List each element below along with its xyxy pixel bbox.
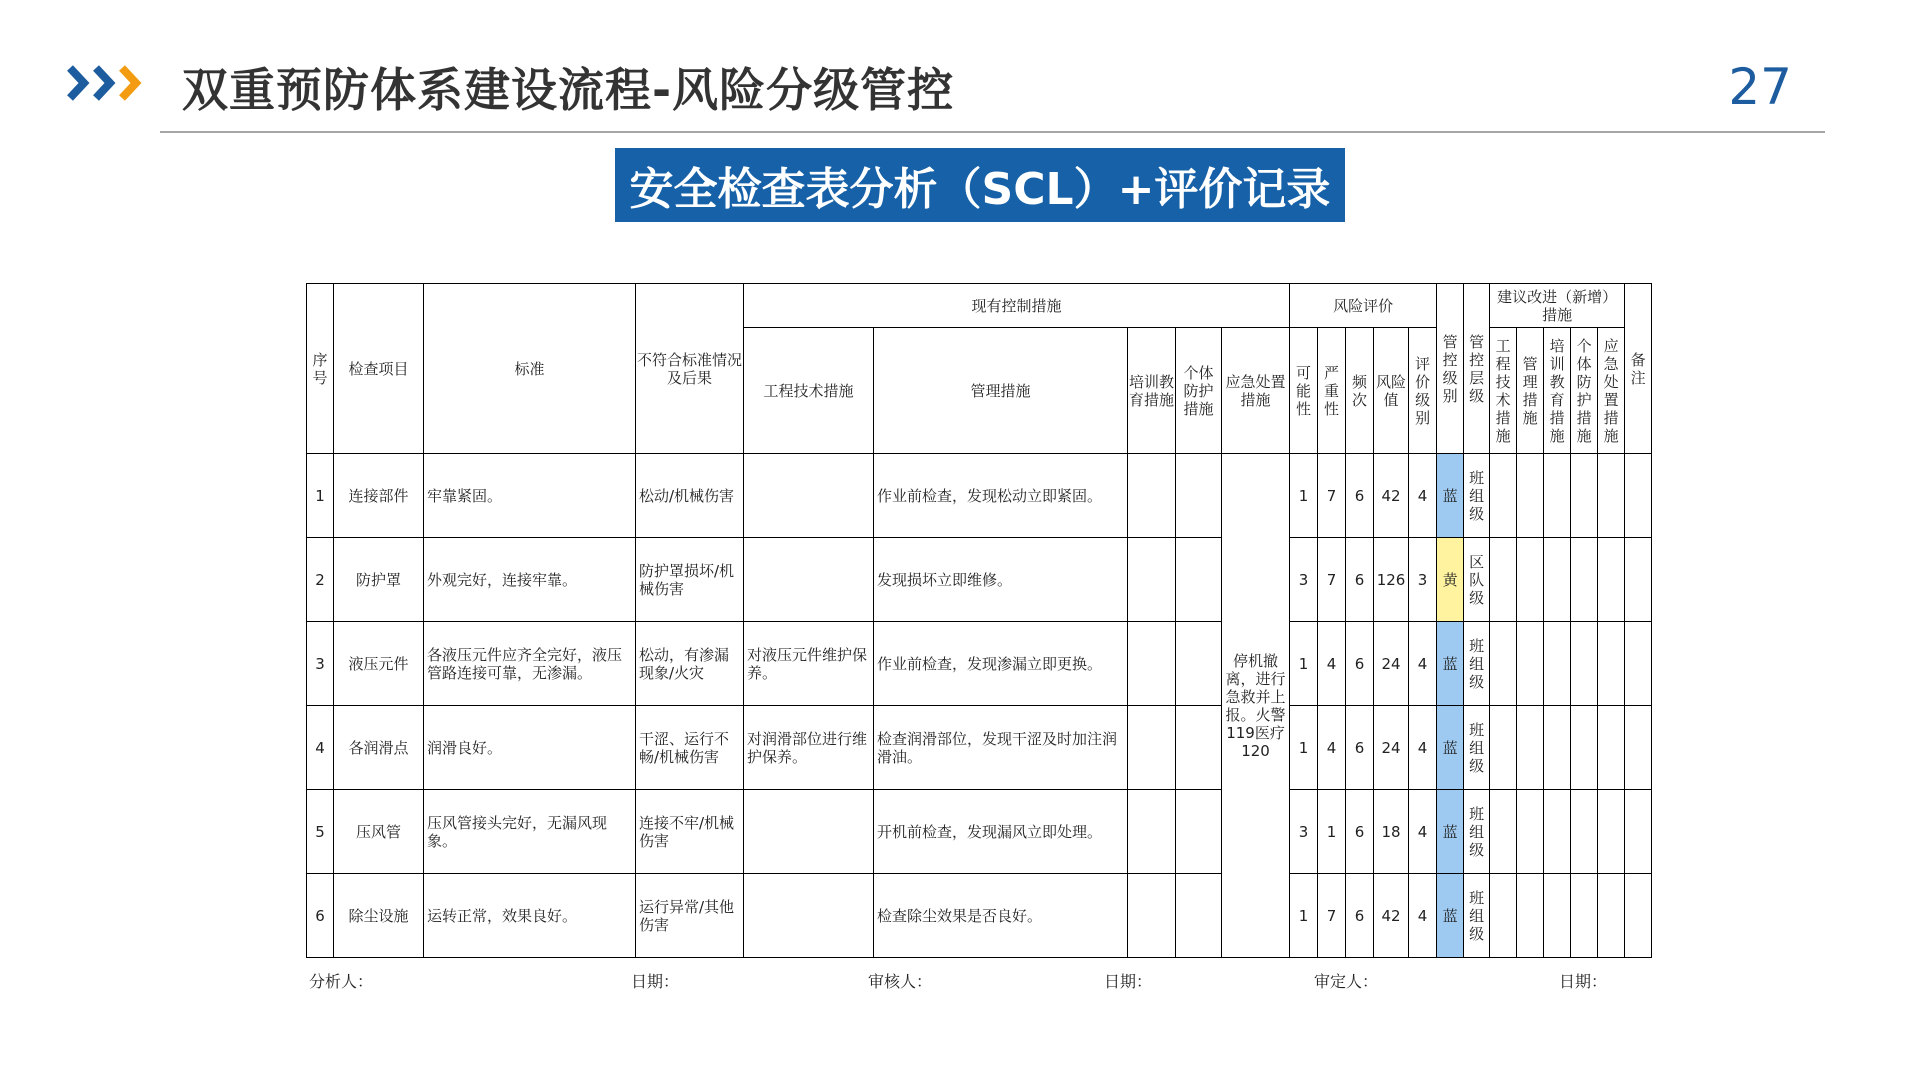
cell-likelihood: 3: [1290, 538, 1318, 622]
cell-nonconformity: 松动，有渗漏现象/火灾: [636, 622, 744, 706]
cell-severity: 4: [1318, 622, 1346, 706]
cell-frequency: 6: [1346, 790, 1374, 874]
section-banner: 安全检查表分析（SCL）+评价记录: [615, 148, 1345, 222]
cell-s-emergency: [1598, 790, 1625, 874]
cell-control-level: 黄: [1437, 538, 1464, 622]
cell-management: 检查润滑部位，发现干涩及时加注润滑油。: [874, 706, 1128, 790]
cell-seq: 6: [307, 874, 334, 958]
cell-seq: 1: [307, 454, 334, 538]
cell-control-tier: 班组级: [1464, 706, 1490, 790]
header-standard: 标准: [424, 284, 636, 454]
cell-eval-level: 4: [1409, 874, 1437, 958]
header-s-management: 管理措施: [1517, 328, 1544, 454]
cell-control-level: 蓝: [1437, 454, 1464, 538]
header-frequency: 频次: [1346, 328, 1374, 454]
header-s-emergency: 应急处置措施: [1598, 328, 1625, 454]
cell-training: [1128, 790, 1176, 874]
cell-risk-value: 18: [1374, 790, 1409, 874]
cell-control-level: 蓝: [1437, 706, 1464, 790]
cell-nonconformity: 干涩、运行不畅/机械伤害: [636, 706, 744, 790]
cell-s-ppe: [1571, 538, 1598, 622]
cell-risk-value: 24: [1374, 622, 1409, 706]
cell-s-ppe: [1571, 706, 1598, 790]
cell-control-tier: 班组级: [1464, 622, 1490, 706]
cell-training: [1128, 874, 1176, 958]
cell-s-training: [1544, 622, 1571, 706]
cell-s-engineering: [1490, 538, 1517, 622]
cell-management: 作业前检查，发现松动立即紧固。: [874, 454, 1128, 538]
cell-s-engineering: [1490, 622, 1517, 706]
cell-s-engineering: [1490, 454, 1517, 538]
cell-seq: 3: [307, 622, 334, 706]
cell-remarks: [1625, 622, 1652, 706]
footer-date-2: 日期：: [1104, 972, 1153, 991]
cell-training: [1128, 622, 1176, 706]
cell-standard: 外观完好，连接牢靠。: [424, 538, 636, 622]
cell-item: 连接部件: [334, 454, 424, 538]
table-row: [307, 874, 1652, 958]
cell-nonconformity: 防护罩损坏/机械伤害: [636, 538, 744, 622]
cell-frequency: 6: [1346, 706, 1374, 790]
cell-s-management: [1517, 874, 1544, 958]
cell-standard: 运转正常，效果良好。: [424, 874, 636, 958]
cell-frequency: 6: [1346, 454, 1374, 538]
footer-approver: 审定人：: [1314, 972, 1379, 991]
header-remarks: 备注: [1625, 284, 1652, 454]
table-row: [307, 454, 1652, 538]
cell-severity: 7: [1318, 874, 1346, 958]
cell-management: 作业前检查，发现渗漏立即更换。: [874, 622, 1128, 706]
cell-risk-value: 126: [1374, 538, 1409, 622]
header-s-ppe: 个体防护措施: [1571, 328, 1598, 454]
cell-management: 发现损坏立即维修。: [874, 538, 1128, 622]
page-title: 双重预防体系建设流程-风险分级管控: [182, 63, 955, 117]
cell-s-ppe: [1571, 454, 1598, 538]
header-management: 管理措施: [874, 328, 1128, 454]
header-control-tier: 管控层级: [1464, 284, 1490, 454]
header-suggest: 建议改进（新增）措施: [1490, 284, 1625, 328]
cell-s-training: [1544, 538, 1571, 622]
cell-frequency: 6: [1346, 622, 1374, 706]
cell-item: 除尘设施: [334, 874, 424, 958]
cell-item: 防护罩: [334, 538, 424, 622]
cell-seq: 4: [307, 706, 334, 790]
cell-standard: 各液压元件应齐全完好，液压管路连接可靠，无渗漏。: [424, 622, 636, 706]
cell-s-training: [1544, 706, 1571, 790]
header-severity: 严重性: [1318, 328, 1346, 454]
cell-likelihood: 1: [1290, 622, 1318, 706]
cell-severity: 7: [1318, 454, 1346, 538]
cell-ppe: [1176, 454, 1222, 538]
cell-nonconformity: 松动/机械伤害: [636, 454, 744, 538]
cell-s-emergency: [1598, 706, 1625, 790]
header-s-engineering: 工程技术措施: [1490, 328, 1517, 454]
cell-ppe: [1176, 874, 1222, 958]
table-row: [307, 622, 1652, 706]
table-row: [307, 538, 1652, 622]
cell-control-tier: 班组级: [1464, 454, 1490, 538]
cell-item: 各润滑点: [334, 706, 424, 790]
cell-s-emergency: [1598, 622, 1625, 706]
scl-table: [306, 283, 1652, 958]
cell-control-level: 蓝: [1437, 874, 1464, 958]
header-likelihood: 可能性: [1290, 328, 1318, 454]
cell-standard: 润滑良好。: [424, 706, 636, 790]
cell-s-emergency: [1598, 454, 1625, 538]
cell-management: 检查除尘效果是否良好。: [874, 874, 1128, 958]
cell-s-ppe: [1571, 622, 1598, 706]
cell-s-ppe: [1571, 790, 1598, 874]
cell-severity: 7: [1318, 538, 1346, 622]
cell-training: [1128, 706, 1176, 790]
cell-remarks: [1625, 874, 1652, 958]
cell-standard: 牢靠紧固。: [424, 454, 636, 538]
cell-severity: 4: [1318, 706, 1346, 790]
header-s-training: 培训教育措施: [1544, 328, 1571, 454]
header-ppe: 个体防护措施: [1176, 328, 1222, 454]
cell-nonconformity: 连接不牢/机械伤害: [636, 790, 744, 874]
cell-management: 开机前检查，发现漏风立即处理。: [874, 790, 1128, 874]
cell-s-training: [1544, 874, 1571, 958]
cell-engineering: 对润滑部位进行维护保养。: [744, 706, 874, 790]
cell-likelihood: 1: [1290, 454, 1318, 538]
header-risk-eval: 风险评价: [1290, 284, 1437, 328]
header-control-level: 管控级别: [1437, 284, 1464, 454]
header-existing-controls: 现有控制措施: [744, 284, 1290, 328]
cell-s-training: [1544, 454, 1571, 538]
table-row: [307, 706, 1652, 790]
cell-control-level: 蓝: [1437, 790, 1464, 874]
cell-s-management: [1517, 454, 1544, 538]
cell-training: [1128, 454, 1176, 538]
cell-engineering: [744, 874, 874, 958]
cell-severity: 1: [1318, 790, 1346, 874]
cell-frequency: 6: [1346, 874, 1374, 958]
cell-eval-level: 4: [1409, 790, 1437, 874]
chevron-arrows-icon: [66, 62, 156, 104]
cell-risk-value: 42: [1374, 454, 1409, 538]
cell-remarks: [1625, 790, 1652, 874]
table-row: [307, 790, 1652, 874]
cell-s-management: [1517, 706, 1544, 790]
cell-eval-level: 4: [1409, 622, 1437, 706]
cell-emergency-merged: 停机撤离，进行急救并上报。火警119医疗120: [1222, 454, 1290, 958]
cell-s-training: [1544, 790, 1571, 874]
cell-s-management: [1517, 538, 1544, 622]
cell-item: 液压元件: [334, 622, 424, 706]
header-divider: [160, 131, 1825, 133]
cell-s-management: [1517, 790, 1544, 874]
cell-s-engineering: [1490, 790, 1517, 874]
footer-date-3: 日期：: [1559, 972, 1608, 991]
header-item: 检查项目: [334, 284, 424, 454]
cell-engineering: 对液压元件维护保养。: [744, 622, 874, 706]
footer-analyst: 分析人：: [309, 972, 374, 991]
cell-eval-level: 4: [1409, 706, 1437, 790]
header-risk-value: 风险值: [1374, 328, 1409, 454]
cell-ppe: [1176, 622, 1222, 706]
cell-likelihood: 1: [1290, 874, 1318, 958]
cell-seq: 2: [307, 538, 334, 622]
header-engineering: 工程技术措施: [744, 328, 874, 454]
cell-control-tier: 区队级: [1464, 538, 1490, 622]
cell-likelihood: 3: [1290, 790, 1318, 874]
cell-ppe: [1176, 538, 1222, 622]
cell-likelihood: 1: [1290, 706, 1318, 790]
cell-standard: 压风管接头完好，无漏风现象。: [424, 790, 636, 874]
cell-control-tier: 班组级: [1464, 790, 1490, 874]
footer-reviewer: 审核人：: [868, 972, 933, 991]
cell-control-tier: 班组级: [1464, 874, 1490, 958]
cell-training: [1128, 538, 1176, 622]
footer-date-1: 日期：: [631, 972, 680, 991]
cell-frequency: 6: [1346, 538, 1374, 622]
cell-s-engineering: [1490, 706, 1517, 790]
cell-remarks: [1625, 706, 1652, 790]
header-eval-level: 评价级别: [1409, 328, 1437, 454]
cell-seq: 5: [307, 790, 334, 874]
cell-control-level: 蓝: [1437, 622, 1464, 706]
cell-engineering: [744, 538, 874, 622]
cell-eval-level: 4: [1409, 454, 1437, 538]
cell-engineering: [744, 790, 874, 874]
cell-remarks: [1625, 454, 1652, 538]
page-number: 27: [1728, 58, 1792, 116]
cell-nonconformity: 运行异常/其他伤害: [636, 874, 744, 958]
cell-risk-value: 42: [1374, 874, 1409, 958]
cell-ppe: [1176, 706, 1222, 790]
cell-engineering: [744, 454, 874, 538]
cell-s-engineering: [1490, 874, 1517, 958]
header-training: 培训教育措施: [1128, 328, 1176, 454]
cell-risk-value: 24: [1374, 706, 1409, 790]
cell-s-emergency: [1598, 874, 1625, 958]
header-emergency: 应急处置措施: [1222, 328, 1290, 454]
cell-s-management: [1517, 622, 1544, 706]
cell-ppe: [1176, 790, 1222, 874]
cell-item: 压风管: [334, 790, 424, 874]
cell-s-emergency: [1598, 538, 1625, 622]
cell-eval-level: 3: [1409, 538, 1437, 622]
cell-s-ppe: [1571, 874, 1598, 958]
cell-remarks: [1625, 538, 1652, 622]
header-nonconformity: 不符合标准情况及后果: [636, 284, 744, 454]
header-seq: 序号: [307, 284, 334, 454]
